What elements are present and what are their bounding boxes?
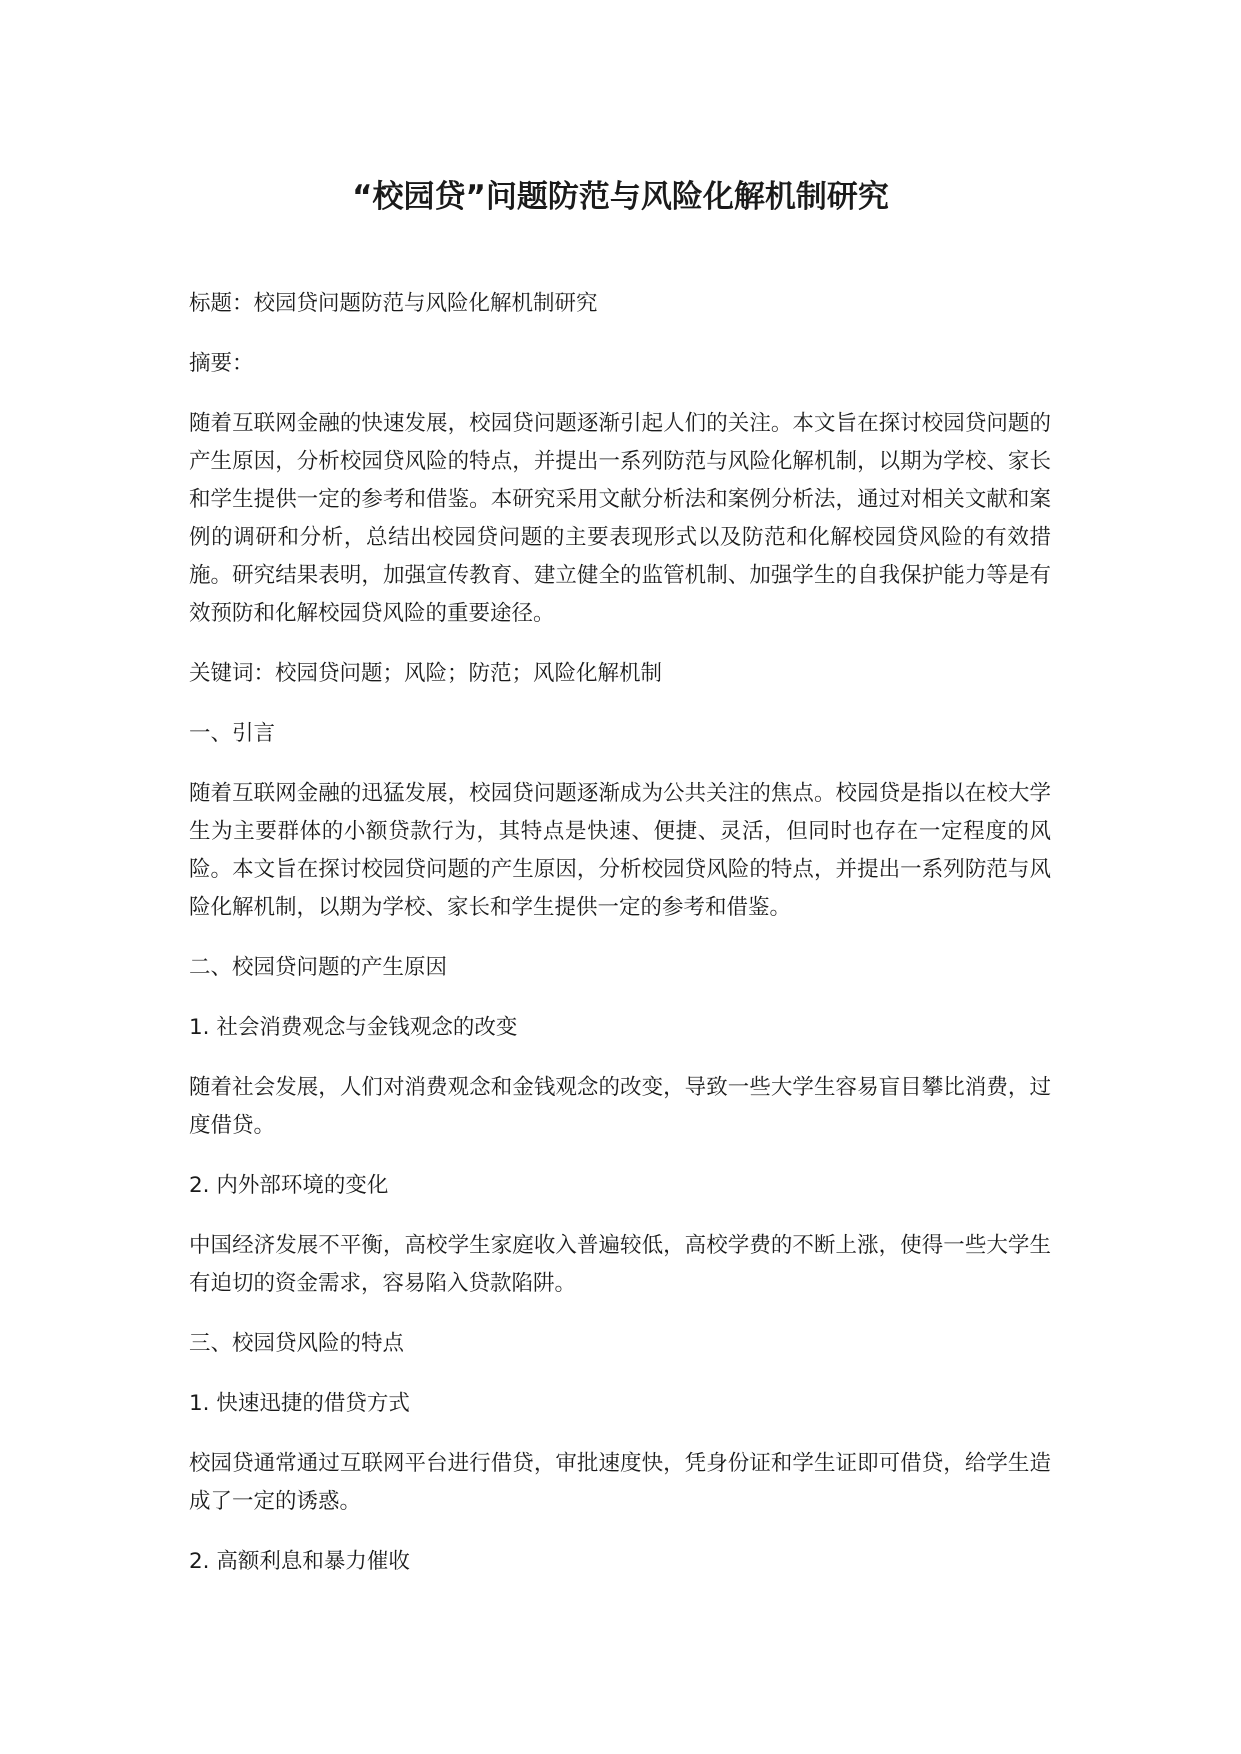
subheading-cause-2: 2. 内外部环境的变化 xyxy=(189,1173,389,1198)
paragraph-cause-1: 随着社会发展，人们对消费观念和金钱观念的改变，导致一些大学生容易盲目攀比消费，过度借贷。 xyxy=(189,1075,1051,1138)
paragraph-abstract-heading: 摘要： xyxy=(189,351,254,376)
subheading-risk-2: 2. 高额利息和暴力催收 xyxy=(189,1549,410,1574)
section-heading-causes: 二、校园贷问题的产生原因 xyxy=(189,955,448,980)
document-body xyxy=(189,285,1051,1603)
paragraph-intro: 随着互联网金融的迅猛发展，校园贷问题逐渐成为公共关注的焦点。校园贷是指以在校大学生为主要群体的小额贷款行为，其特点是快速、便捷、灵活，但同时也存在一定程度的风险。本文旨在探讨校园贷问题的产生原因，分析校园贷风险的特点，并提出一系列防范与风险化解机制，以期为学校、家长和学生提供一定的参考和借鉴。 xyxy=(189,781,1051,920)
subheading-cause-1: 1. 社会消费观念与金钱观念的改变 xyxy=(189,1015,518,1040)
paragraph-cause-2: 中国经济发展不平衡，高校学生家庭收入普遍较低，高校学费的不断上涨，使得一些大学生有迫切的资金需求，容易陷入贷款陷阱。 xyxy=(189,1233,1051,1296)
section-heading-risks: 三、校园贷风险的特点 xyxy=(189,1331,405,1356)
paragraph-title-line: 标题：校园贷问题防范与风险化解机制研究 xyxy=(189,291,598,316)
paragraph-keywords: 关键词：校园贷问题；风险；防范；风险化解机制 xyxy=(189,661,663,686)
section-heading-intro: 一、引言 xyxy=(189,721,276,746)
paragraph-abstract: 随着互联网金融的快速发展，校园贷问题逐渐引起人们的关注。本文旨在探讨校园贷问题的产生原因，分析校园贷风险的特点，并提出一系列防范与风险化解机制，以期为学校、家长和学生提供一定的参考和借鉴。本研究采用文献分析法和案例分析法，通过对相关文献和案例的调研和分析，总结出校园贷问题的主要表现形式以及防范和化解校园贷风险的有效措施。研究结果表明，加强宣传教育、建立健全的监管机制、加强学生的自我保护能力等是有效预防和化解校园贷风险的重要途径。 xyxy=(189,411,1051,626)
document-title: “校园贷”问题防范与风险化解机制研究 xyxy=(352,179,889,215)
subheading-risk-1: 1. 快速迅捷的借贷方式 xyxy=(189,1391,410,1416)
paragraph-risk-1: 校园贷通常通过互联网平台进行借贷，审批速度快，凭身份证和学生证即可借贷，给学生造成了一定的诱惑。 xyxy=(189,1451,1051,1514)
